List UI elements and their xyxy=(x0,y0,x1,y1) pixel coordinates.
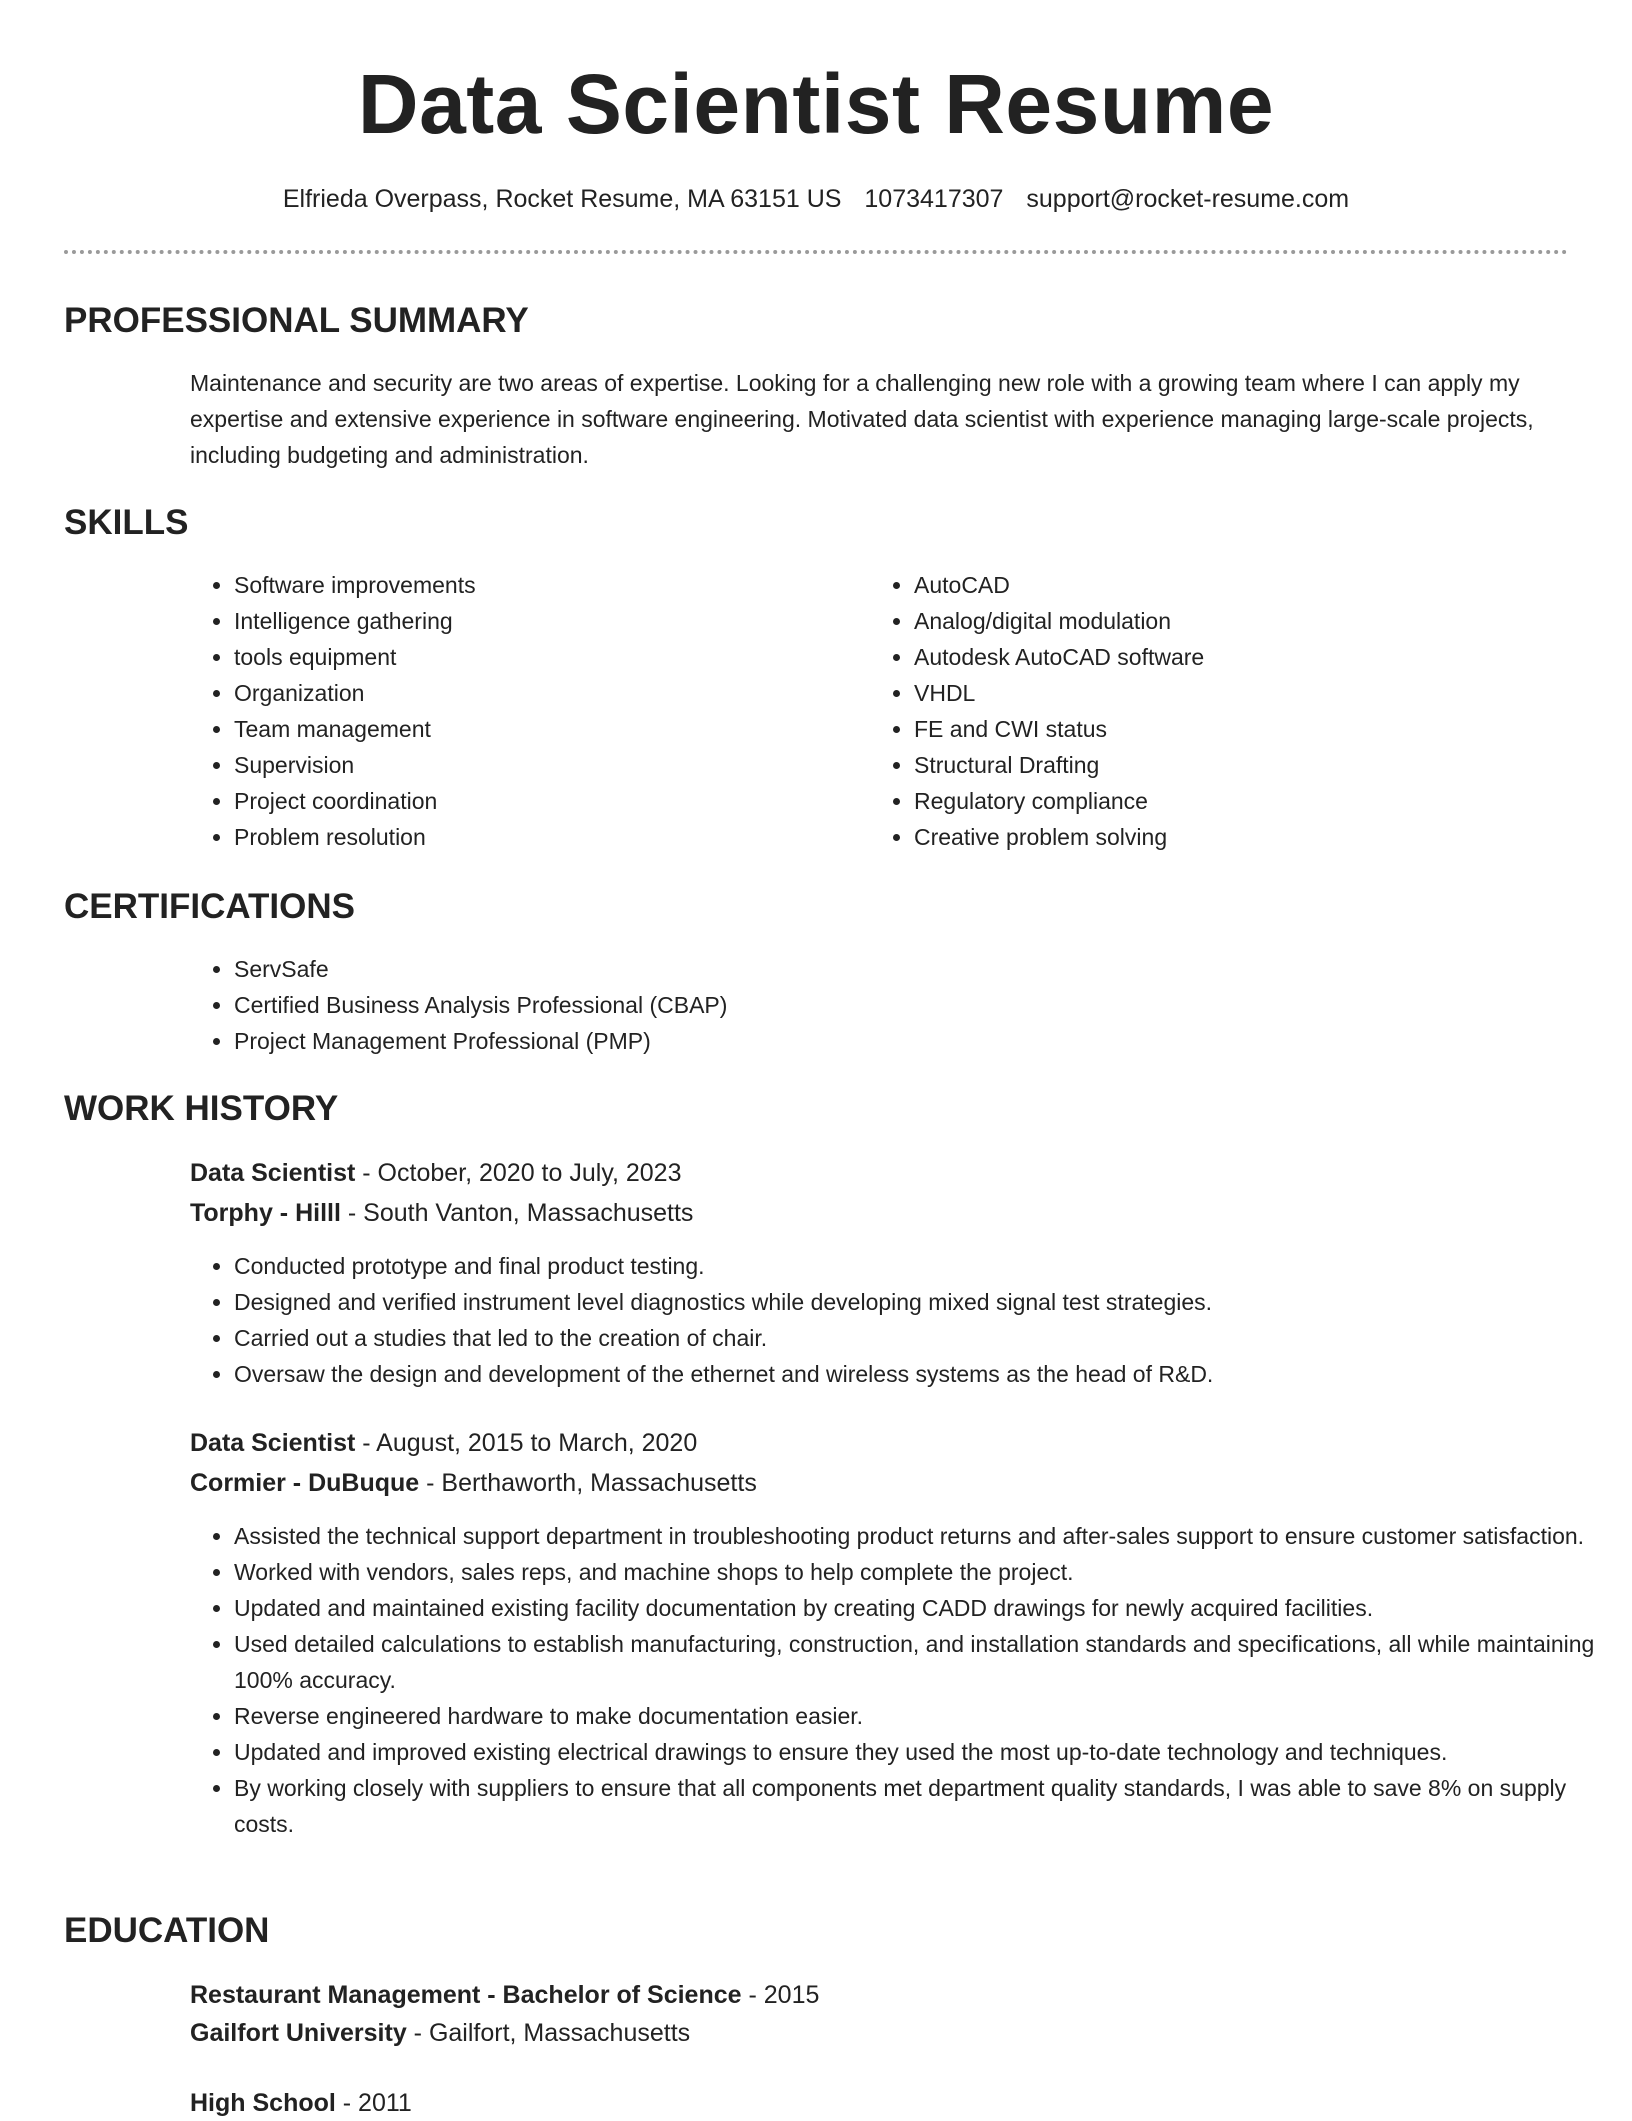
resume-title: Data Scientist Resume xyxy=(357,57,1275,151)
skill-item: • Organization xyxy=(234,675,834,711)
section-heading-summary: PROFESSIONAL SUMMARY xyxy=(64,301,529,340)
education-degree: High School xyxy=(190,2089,336,2117)
job-location: - South Vanton, Massachusetts xyxy=(340,1199,694,1227)
job-bullet: • By working closely with suppliers to ensure that all components met department quality standards, I was able to save 8% on supply costs. xyxy=(234,1770,1604,1842)
job-bullet: • Worked with vendors, sales reps, and machine shops to help complete the project. xyxy=(234,1554,1604,1590)
job-bullet: • Oversaw the design and development of the ethernet and wireless systems as the head of R&D. xyxy=(234,1356,1604,1392)
skill-item: • Supervision xyxy=(234,747,834,783)
skill-item: • Regulatory compliance xyxy=(914,783,1514,819)
certification-item: • Certified Business Analysis Professional (CBAP) xyxy=(234,987,1604,1023)
section-heading-work-history: WORK HISTORY xyxy=(64,1089,339,1128)
skills-list-right xyxy=(870,567,1514,855)
skill-item: • Project coordination xyxy=(234,783,834,819)
job-bullets xyxy=(190,1518,1604,1842)
skill-item: • Problem resolution xyxy=(234,819,834,855)
skill-item: • Creative problem solving xyxy=(914,819,1514,855)
job-bullet: • Used detailed calculations to establish manufacturing, construction, and installation standards and specifications, all while maintaining 100% accuracy. xyxy=(234,1626,1604,1698)
skill-item: • Autodesk AutoCAD software xyxy=(914,639,1514,675)
education-degree-line xyxy=(190,2085,412,2121)
skill-item: • Structural Drafting xyxy=(914,747,1514,783)
skill-item: • Software improvements xyxy=(234,567,834,603)
education-degree-line xyxy=(190,1977,819,2013)
job-dates: - October, 2020 to July, 2023 xyxy=(355,1159,682,1187)
job-bullet: • Assisted the technical support department in troubleshooting product returns and after-sales support to ensure customer satisfaction. xyxy=(234,1518,1604,1554)
contact-email: support@rocket-resume.com xyxy=(1026,185,1350,213)
contact-address: Elfrieda Overpass, Rocket Resume, MA 63151 US xyxy=(282,185,842,213)
skills-list-left xyxy=(190,567,834,855)
contact-line xyxy=(0,181,1632,217)
job-bullet: • Designed and verified instrument level diagnostics while developing mixed signal test strategies. xyxy=(234,1284,1604,1320)
summary-text: Maintenance and security are two areas of expertise. Looking for a challenging new role with a growing team where I can apply my expertise and extensive experience in software engineering. Motivated data scientist with experience managing large-scale projects, including budgeting and administration. xyxy=(190,370,1534,468)
job-company-line xyxy=(190,1195,693,1231)
section-heading-skills: SKILLS xyxy=(64,503,189,542)
job-company-line xyxy=(190,1465,757,1501)
education-school-line xyxy=(190,2015,690,2051)
job-title: Data Scientist xyxy=(190,1159,356,1187)
certification-item: • ServSafe xyxy=(234,951,1604,987)
skill-item: • VHDL xyxy=(914,675,1514,711)
skill-item: • Intelligence gathering xyxy=(234,603,834,639)
section-heading-certifications: CERTIFICATIONS xyxy=(64,887,356,926)
certification-item: • Project Management Professional (PMP) xyxy=(234,1023,1604,1059)
education-location: - Gailfort, Massachusetts xyxy=(406,2019,691,2047)
job-dates: - August, 2015 to March, 2020 xyxy=(355,1429,698,1457)
job-company: Torphy - Hilll xyxy=(190,1199,341,1227)
job-bullet: • Updated and maintained existing facility documentation by creating CADD drawings for newly acquired facilities. xyxy=(234,1590,1604,1626)
education-degree: Restaurant Management - Bachelor of Science xyxy=(190,1981,742,2009)
skill-item: • FE and CWI status xyxy=(914,711,1514,747)
education-year: - 2011 xyxy=(335,2089,412,2117)
job-title-line xyxy=(190,1155,681,1191)
job-location: - Berthaworth, Massachusetts xyxy=(419,1469,757,1497)
job-bullet: • Reverse engineered hardware to make documentation easier. xyxy=(234,1698,1604,1734)
job-bullet: • Updated and improved existing electrical drawings to ensure they used the most up-to-date technology and techniques. xyxy=(234,1734,1604,1770)
skill-item: • Team management xyxy=(234,711,834,747)
job-bullet: • Conducted prototype and final product testing. xyxy=(234,1248,1604,1284)
skill-item: • Analog/digital modulation xyxy=(914,603,1514,639)
certifications-list xyxy=(190,951,1604,1059)
job-bullets xyxy=(190,1248,1604,1392)
education-school: Gailfort University xyxy=(190,2019,407,2047)
education-year: - 2015 xyxy=(741,1981,820,2009)
skill-item: • AutoCAD xyxy=(914,567,1514,603)
job-company: Cormier - DuBuque xyxy=(190,1469,420,1497)
job-bullet: • Carried out a studies that led to the creation of chair. xyxy=(234,1320,1604,1356)
job-title-line xyxy=(190,1425,697,1461)
skill-item: • tools equipment xyxy=(234,639,834,675)
header-divider xyxy=(64,250,1568,254)
section-heading-education: EDUCATION xyxy=(64,1911,270,1950)
job-title: Data Scientist xyxy=(190,1429,356,1457)
contact-phone: 1073417307 xyxy=(864,185,1004,213)
